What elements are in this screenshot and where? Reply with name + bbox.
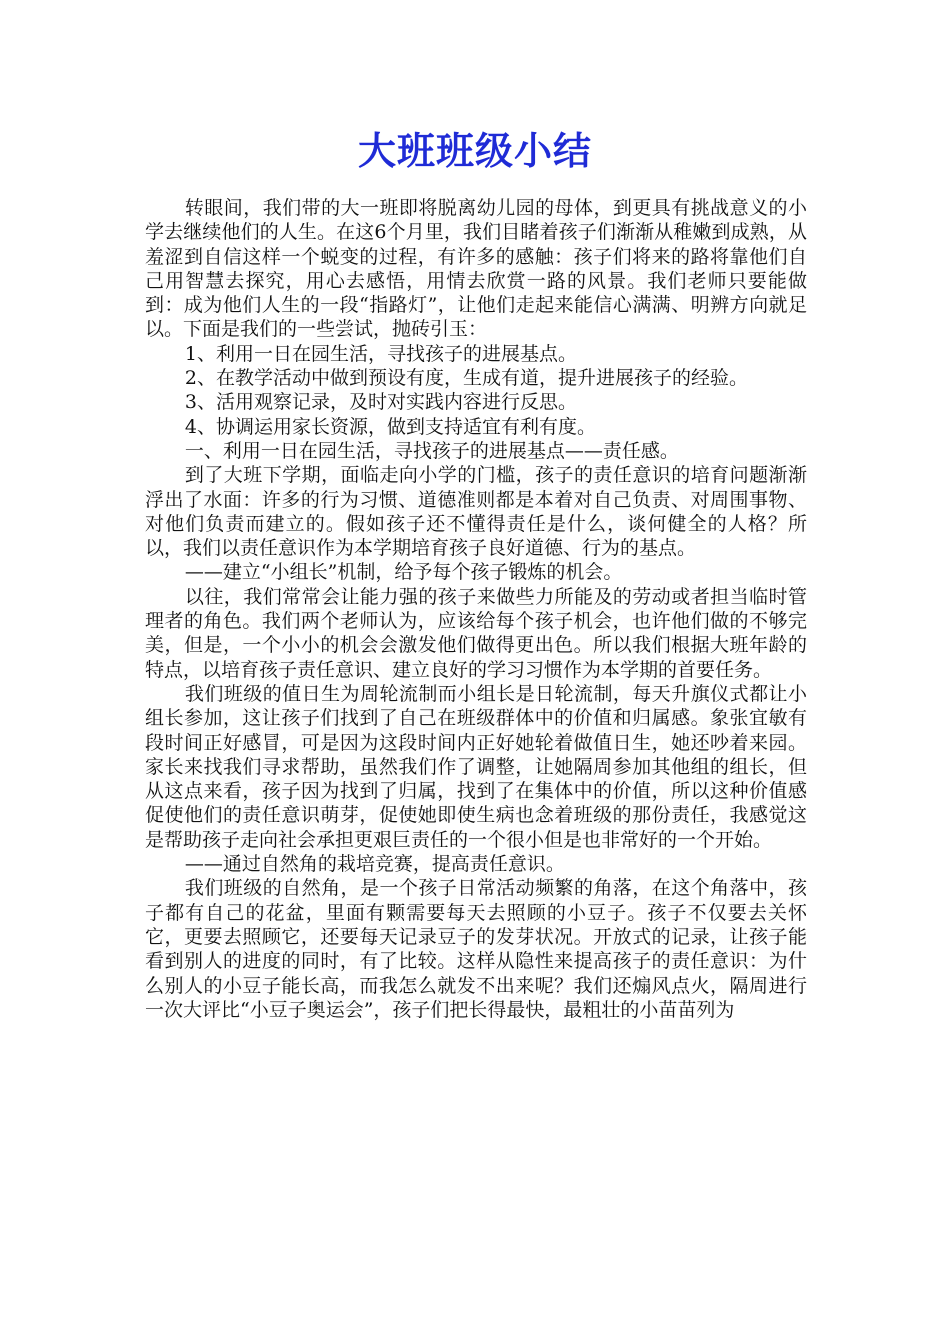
list-item-4: 4、协调运用家长资源，做到支持适宜有利有度。: [184, 415, 596, 438]
section-heading-1: 一、利用一日在园生活，寻找孩子的进展基点——责任感。: [184, 439, 679, 462]
list-item-1: 1、利用一日在园生活，寻找孩子的进展基点。: [184, 342, 577, 365]
subheading-group-leader: ——建立“小组长”机制，给予每个孩子锻炼的机会。: [184, 561, 623, 584]
document-title: 大班班级小结: [357, 129, 592, 173]
subheading-nature-corner: ——通过自然角的栽培竞赛，提高责任意识。: [184, 853, 565, 876]
paragraph-nature-corner: 我们班级的自然角，是一个孩子日常活动频繁的角落，在这个角落中，孩子都有自己的花盆，里面有颗需要每天去照顾的小豆子。孩子不仅要去关怀它，更要去照顾它，还要每天记录豆子的发芽状况。开放式的记录，让孩子能看到别人的进度的同时，有了比较。这样从隐性来提高孩子的责任意识：为什么别人的小豆子能长高，而我怎么就发不出来呢？我们还煽风点火，隔周进行一次大评比“小豆子奥运会”，孩子们把长得最快，最粗壮的小苗苗列为: [145, 877, 807, 1021]
paragraph-responsibility: 到了大班下学期，面临走向小学的门槛，孩子的责任意识的培育问题渐渐浮出了水面：许多的行为习惯、道德准则都是本着对自己负责、对周围事物、对他们负责而建立的。假如孩子还不懂得责任是什么，谈何健全的人格？所以，我们以责任意识作为本学期培育孩子良好道德、行为的基点。: [145, 464, 807, 560]
paragraph-intro: 转眼间，我们带的大一班即将脱离幼儿园的母体，到更具有挑战意义的小学去继续他们的人生。在这6个月里，我们目睹着孩子们渐渐从稚嫩到成熟，从羞涩到自信这样一个蜕变的过程，有许多的感触：孩子们将来的路将靠他们自己用智慧去探究，用心去感悟，用情去欣赏一路的风景。我们老师只要能做到：成为他们人生的一段“指路灯”，让他们走起来能信心满满、明辨方向就足以。下面是我们的一些尝试，抛砖引玉：: [145, 197, 807, 341]
paragraph-group-leader: 以往，我们常常会让能力强的孩子来做些力所能及的劳动或者担当临时管理者的角色。我们两个老师认为，应该给每个孩子机会，也许他们做的不够完美，但是，一个小小的机会会激发他们做得更出色。所以我们根据大班年龄的特点，以培育孩子责任意识、建立良好的学习习惯作为本学期的首要任务。: [145, 585, 807, 681]
list-item-3: 3、活用观察记录，及时对实践内容进行反思。: [184, 391, 577, 414]
document-body: [145, 196, 807, 1022]
list-item-2: 2、在教学活动中做到预设有度，生成有道，提升进展孩子的经验。: [184, 367, 748, 390]
paragraph-duty-rotation: 我们班级的值日生为周轮流制而小组长是日轮流制，每天升旗仪式都让小组长参加，这让孩子们找到了自己在班级群体中的价值和归属感。象张宜敏有段时间正好感冒，可是因为这段时间内正好她轮着做值日生，她还吵着来园。家长来找我们寻求帮助，虽然我们作了调整，让她隔周参加其他组的组长，但从这点来看，孩子因为找到了归属，找到了在集体中的价值，所以这种价值感促使他们的责任意识萌芽，促使她即使生病也念着班级的那份责任，我感觉这是帮助孩子走向社会承担更艰巨责任的一个很小但是也非常好的一个开始。: [145, 682, 807, 851]
